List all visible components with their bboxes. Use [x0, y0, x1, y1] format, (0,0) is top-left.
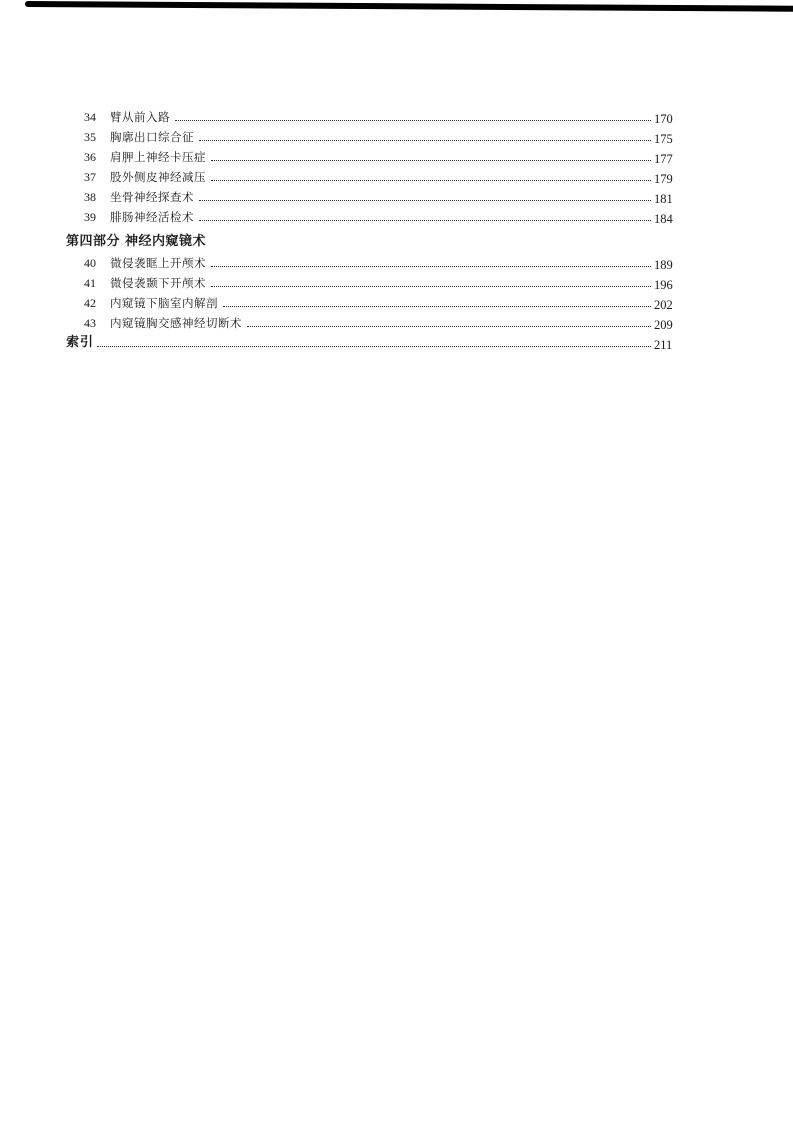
page-number: 177 [654, 152, 673, 166]
dot-leader [199, 199, 651, 201]
page-number: 211 [654, 338, 673, 352]
toc-entry-43[interactable] [66, 310, 678, 330]
toc-entry-index[interactable] [66, 330, 678, 350]
toc-entry-36[interactable] [66, 144, 678, 164]
chapter-title: 内窥镜下脑室内解剖 [110, 296, 218, 310]
chapter-number: 38 [84, 190, 96, 204]
page-number: 179 [654, 172, 673, 186]
part-heading[interactable] [66, 226, 678, 249]
toc-entry-37[interactable] [66, 164, 678, 184]
dot-leader [199, 219, 651, 221]
page-number: 209 [654, 318, 673, 332]
chapter-number: 36 [84, 150, 96, 164]
chapter-title: 内窥镜胸交感神经切断术 [110, 316, 242, 330]
dot-leader [211, 159, 651, 161]
chapter-title: 微侵袭颞下开颅术 [110, 276, 206, 290]
chapter-number: 43 [84, 316, 96, 330]
dot-leader [211, 285, 651, 287]
chapter-number: 37 [84, 170, 96, 184]
toc-entry-34[interactable] [66, 104, 678, 124]
page-number: 196 [654, 278, 673, 292]
page-number: 189 [654, 258, 673, 272]
toc-entry-41[interactable] [66, 270, 678, 290]
chapter-title: 腓肠神经活检术 [110, 210, 194, 224]
table-of-contents [66, 104, 678, 350]
chapter-title: 肩胛上神经卡压症 [110, 150, 206, 164]
chapter-title: 微侵袭眶上开颅术 [110, 256, 206, 270]
chapter-title: 胸廓出口综合征 [110, 130, 194, 144]
dot-leader [223, 305, 651, 307]
page-number: 184 [654, 212, 673, 226]
page-number: 181 [654, 192, 673, 206]
page-number: 202 [654, 298, 673, 312]
dot-leader [247, 325, 651, 327]
part-title: 第四部分 神经内窥镜术 [66, 234, 207, 249]
chapter-number: 34 [84, 110, 96, 124]
index-title: 索引 [66, 335, 95, 350]
chapter-title: 坐骨神经探查术 [110, 190, 194, 204]
chapter-number: 40 [84, 256, 96, 270]
chapter-title: 臂从前入路 [110, 110, 170, 124]
dot-leader [211, 179, 651, 181]
toc-entry-42[interactable] [66, 290, 678, 310]
chapter-number: 42 [84, 296, 96, 310]
chapter-number: 41 [84, 276, 96, 290]
dot-leader [175, 119, 651, 121]
toc-entry-39[interactable] [66, 204, 678, 224]
page-number: 175 [654, 132, 673, 146]
dot-leader [97, 345, 651, 347]
chapter-number: 39 [84, 210, 96, 224]
chapter-number: 35 [84, 130, 96, 144]
chapter-title: 股外侧皮神经减压 [110, 170, 206, 184]
toc-entry-35[interactable] [66, 124, 678, 144]
toc-entry-38[interactable] [66, 184, 678, 204]
top-border-rule [25, 1, 793, 12]
toc-entry-40[interactable] [66, 250, 678, 270]
page-number: 170 [654, 112, 673, 126]
dot-leader [211, 265, 651, 267]
dot-leader [199, 139, 651, 141]
